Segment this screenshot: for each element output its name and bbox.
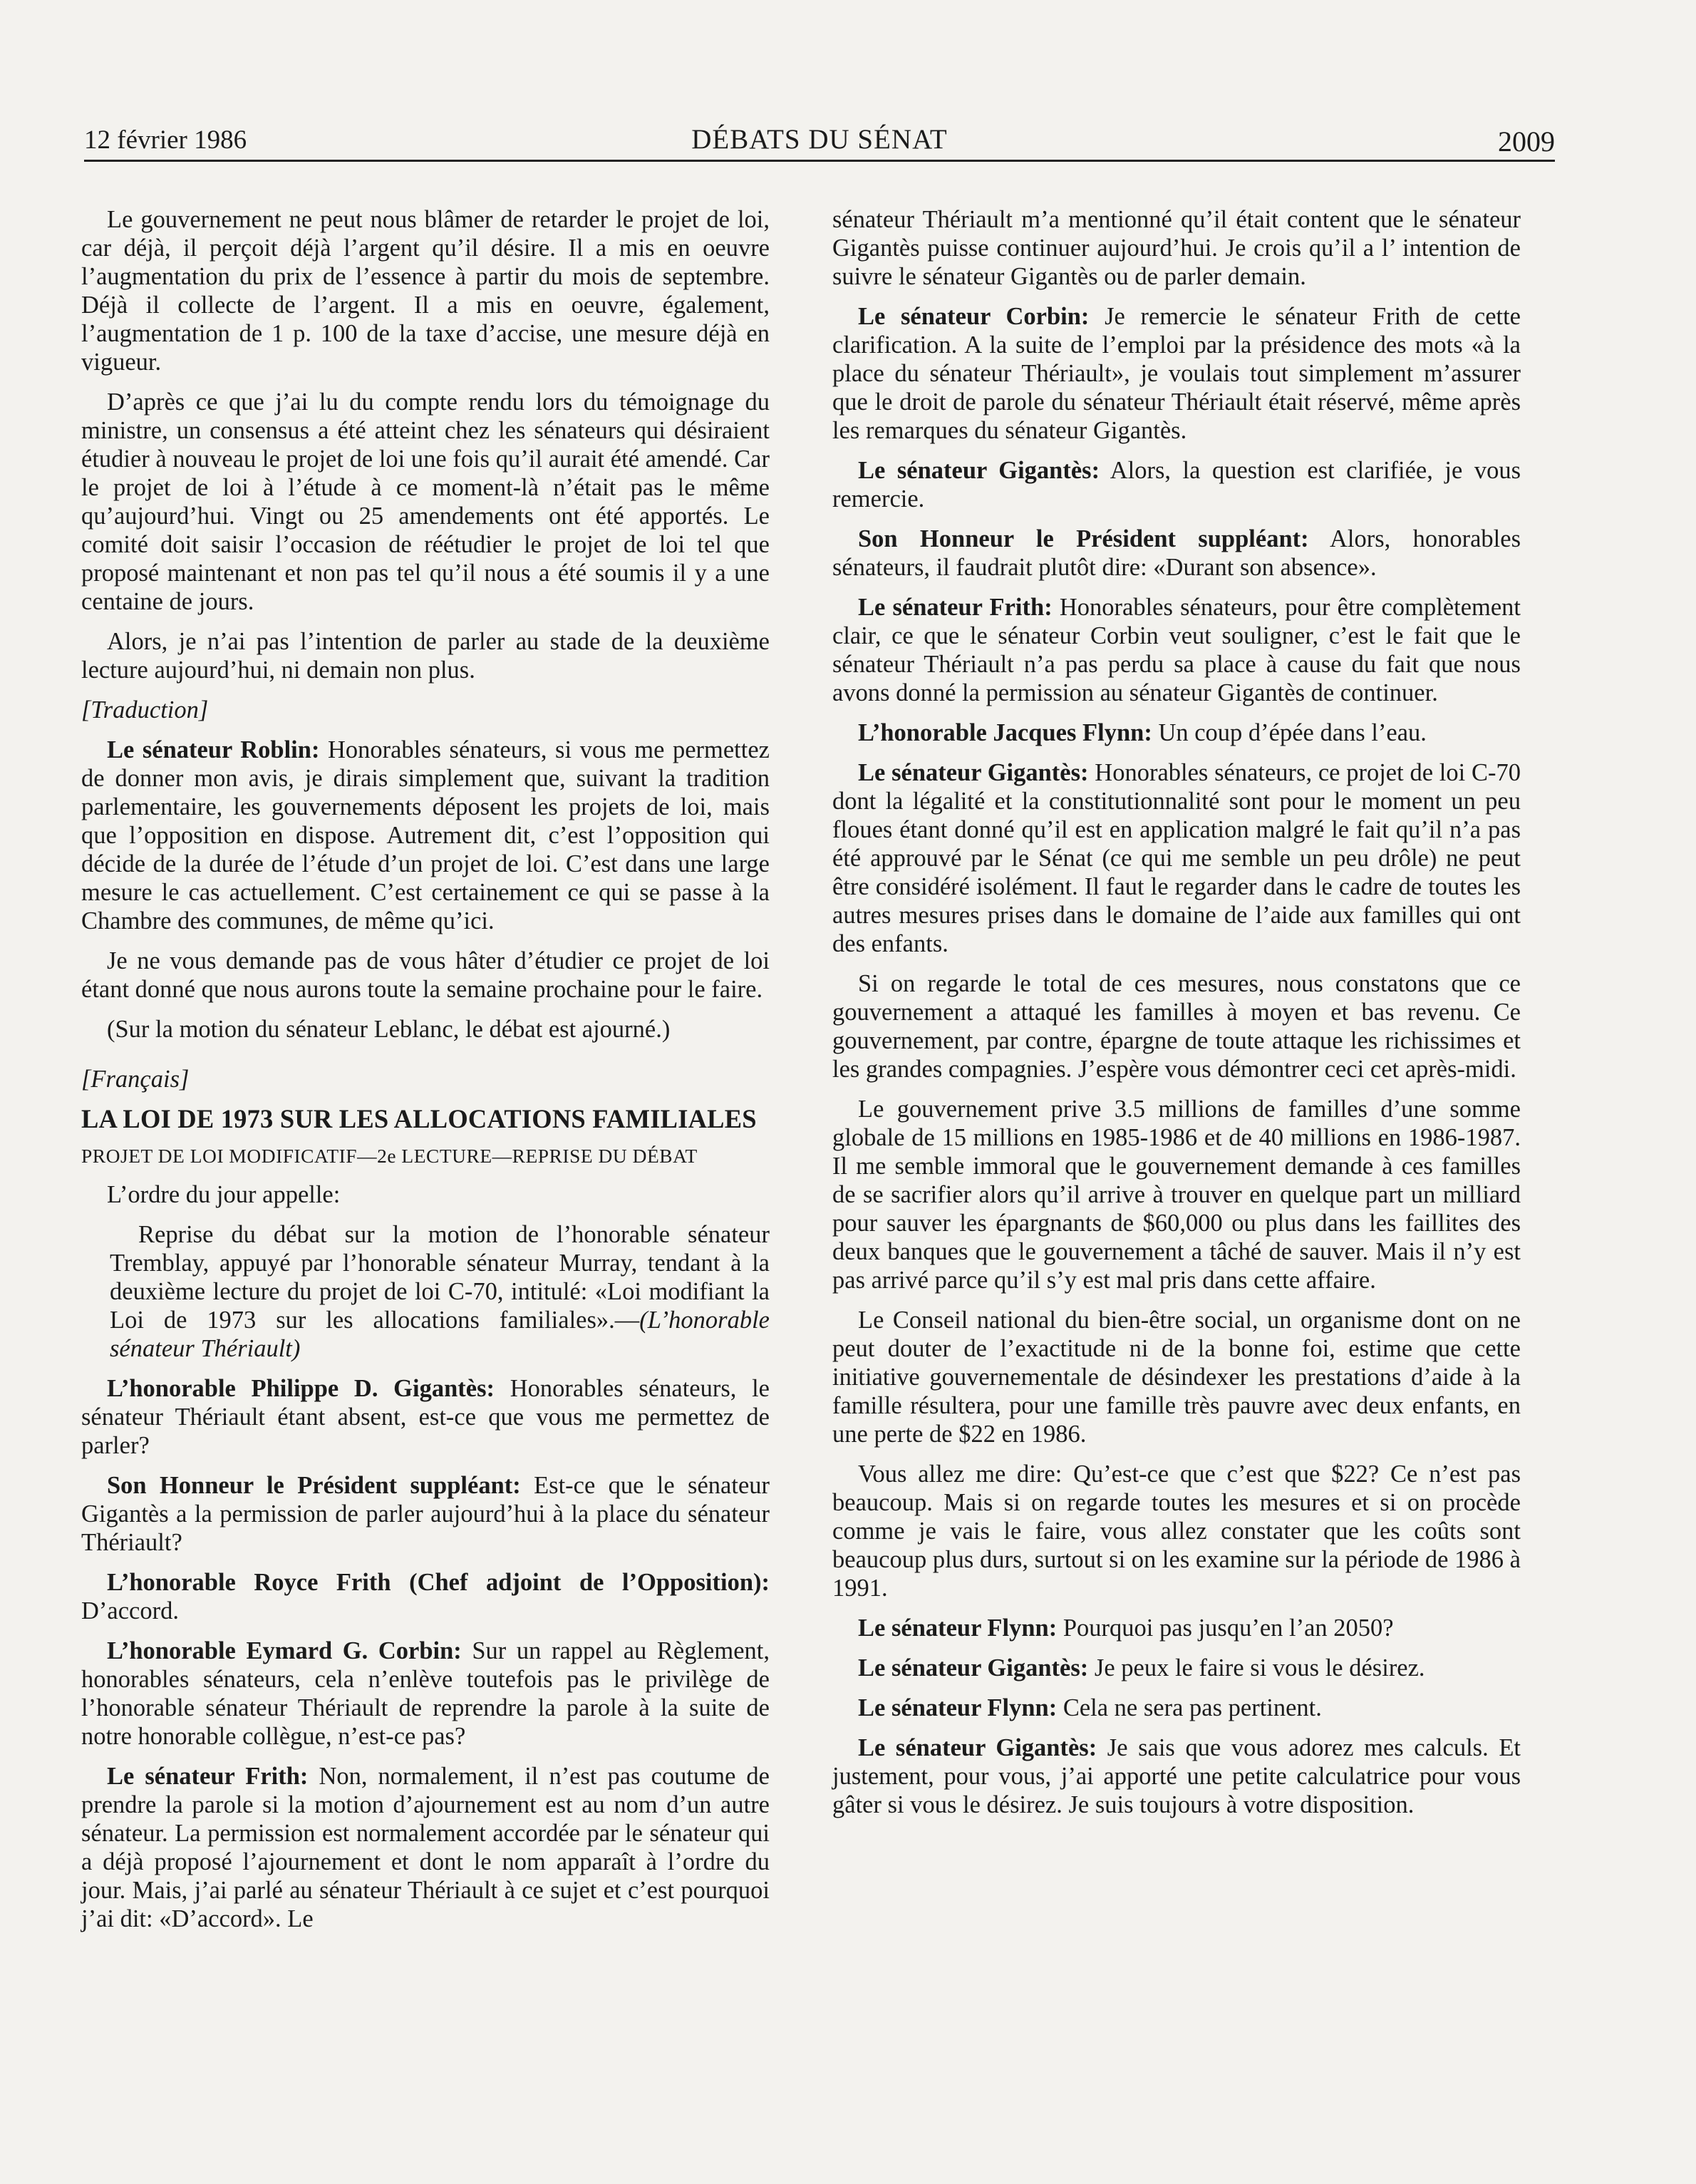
paragraph [81, 1568, 770, 1625]
speaker-name: Le sénateur Flynn: [858, 1614, 1058, 1642]
paragraph [832, 302, 1521, 445]
speaker-name: Le sénateur Flynn: [858, 1694, 1058, 1721]
paragraph: sénateur Thériault m’a mentionné qu’il était content que le sénateur Gigantès puisse continuer aujourd’hui. Je crois qu’il a l’ intention de suivre le sénateur Gigantès ou de parler demain. [832, 206, 1521, 290]
paragraph [832, 456, 1521, 513]
speech-text: Je remercie le sénateur Frith de cette clarification. A la suite de l’emploi par la présidence des mots «à la place du sénateur Thériault», je voulais tout simplement m’assurer que le droit de parole du sénateur Thériault était réservé, même après les remarques du sénateur Gigantès. [832, 303, 1521, 444]
section-heading: LA LOI DE 1973 SUR LES ALLOCATIONS FAMILIALES [81, 1104, 757, 1133]
speaker-name: Le sénateur Roblin: [107, 736, 320, 763]
speech-text: Je peux le faire si vous le désirez. [1088, 1654, 1425, 1681]
paragraph [832, 593, 1521, 707]
speech-text: Je sais que vous adorez mes calculs. Et justement, pour vous, j’ai apporté une petite calculatrice pour vous gâter si vous le désirez. Je suis toujours à votre disposition. [832, 1734, 1521, 1818]
speaker-name: Le sénateur Gigantès: [858, 1734, 1097, 1761]
speaker-name: L’honorable Royce Frith (Chef adjoint de l’Opposition): [107, 1569, 770, 1596]
order-italic: (L’honorable sénateur Thériault) [110, 1307, 770, 1362]
speech-text: Non, normalement, il n’est pas coutume de prendre la parole si la motion d’ajournement est au nom d’un autre sénateur. La permission est normalement accordée par le sénateur qui a déjà proposé l’ajournement et dont le nom apparaît à l’ordre du jour. Mais, j’ai parlé au sénateur Thériault à ce sujet et c’est pourquoi j’ai dit: «D’accord». Le [81, 1763, 770, 1932]
speech-text: Alors, honorables sénateurs, il faudrait plutôt dire: «Durant son absence». [832, 525, 1521, 581]
speech-text: Un coup d’épée dans l’eau. [1152, 719, 1427, 746]
speaker-name: Le sénateur Gigantès: [858, 1654, 1089, 1681]
speech-text: D’accord. [81, 1597, 179, 1624]
paragraph: Le Conseil national du bien-être social, un organisme dont on ne peut douter de l’exactitude ni de la bonne foi, estime que cette initiative gouvernementale de désindexer les prestations d’aide à la famille résultera, pour une famille très pauvre avec deux enfants, en une perte de $22 en 1986. [832, 1307, 1521, 1448]
paragraph: L’ordre du jour appelle: [107, 1181, 341, 1208]
speech-text: Pourquoi pas jusqu’en l’an 2050? [1057, 1614, 1394, 1642]
paragraph [832, 718, 1521, 747]
speaker-name: Le sénateur Corbin: [858, 303, 1090, 330]
paragraph: Le gouvernement prive 3.5 millions de familles d’une somme globale de 15 millions en 1985-1986 et de 40 millions en 1986-1987. Il me semble immoral que le gouvernement demande à ces familles de se sacrifier alors qu’il arrive à trouver en quelque part un milliard pour sauver les épargnants de $60,000 ou plus dans les faillites des deux banques que le gouvernement a tâché de sauver. Mais il n’y est pas arrivé parce qu’il s’y est mal pris dans cette affaire. [832, 1096, 1521, 1294]
speaker-name: Le sénateur Frith: [858, 594, 1053, 621]
speech-text: Honorables sénateurs, le sénateur Thériault étant absent, est-ce que vous me permettez de parler? [81, 1375, 770, 1459]
speaker-name: L’honorable Jacques Flynn: [858, 719, 1152, 746]
paragraph [832, 1654, 1521, 1682]
speech-text: Cela ne sera pas pertinent. [1057, 1694, 1322, 1721]
paragraph [81, 736, 770, 935]
paragraph [832, 1614, 1521, 1642]
paragraph: Alors, je n’ai pas l’intention de parler au stade de la deuxième lecture aujourd’hui, ni demain non plus. [81, 628, 770, 684]
paragraph [81, 1374, 770, 1460]
speaker-name: Son Honneur le Président suppléant: [858, 525, 1309, 552]
page-header [84, 123, 1555, 162]
paragraph [832, 758, 1521, 958]
paragraph [81, 1637, 770, 1751]
right-column [832, 205, 1521, 1830]
header-date: 12 février 1986 [84, 125, 247, 155]
speech-text: Honorables sénateurs, ce projet de loi C-70 dont la légalité et la constitutionnalité sont pour le moment un peu floues étant donné qu’il est en application malgré le fait qu’il n’a pas été approuvé par le Sénat (ce qui me semble un peu drôle) ne peut être considéré isolément. Il faut le regarder dans le cadre de toutes les autres mesures prises dans le domaine de l’aide aux familles qui ont des enfants. [832, 759, 1521, 957]
order-text: Reprise du débat sur la motion de l’honorable sénateur Tremblay, appuyé par l’honorable sénateur Murray, tendant à la deuxième lecture du projet de loi C-70, intitulé: «Loi modifiant la Loi de 1973 sur les allocations familiales».— [110, 1221, 770, 1334]
speaker-name: Le sénateur Gigantès: [858, 759, 1089, 786]
speaker-name: L’honorable Philippe D. Gigantès: [107, 1375, 495, 1402]
paragraph: Je ne vous demande pas de vous hâter d’étudier ce projet de loi étant donné que nous aurons toute la semaine prochaine pour le faire. [81, 947, 770, 1003]
language-marker: [Français] [81, 1066, 190, 1093]
section-subheading: PROJET DE LOI MODIFICATIF—2e LECTURE—REPRISE DU DÉBAT [81, 1145, 698, 1167]
speaker-name: Le sénateur Frith: [107, 1763, 309, 1790]
speaker-name: L’honorable Eymard G. Corbin: [107, 1637, 462, 1664]
speech-text: Alors, la question est clarifiée, je vous remercie. [832, 457, 1521, 512]
paragraph [81, 1471, 770, 1557]
order-of-day-text [81, 1220, 770, 1363]
left-column [81, 205, 770, 1945]
paragraph [832, 1694, 1521, 1722]
language-marker: [Traduction] [81, 696, 209, 723]
paragraph: (Sur la motion du sénateur Leblanc, le débat est ajourné.) [107, 1016, 671, 1043]
speech-text: Est-ce que le sénateur Gigantès a la permission de parler aujourd’hui à la place du sénateur Thériault? [81, 1472, 770, 1556]
paragraph: Vous allez me dire: Qu’est-ce que c’est que $22? Ce n’est pas beaucoup. Mais si on regarde toutes les mesures et si on procède comme je vais le faire, vous allez constater que les coûts sont beaucoup plus durs, surtout si on les examine sur la période de 1986 à 1991. [832, 1461, 1521, 1602]
speech-text: Honorables sénateurs, pour être complètement clair, ce que le sénateur Corbin veut souligner, c’est le fait que le sénateur Thériault n’a pas perdu sa place à cause du fait que nous avons donné la permission au sénateur Gigantès de continuer. [832, 594, 1521, 706]
paragraph [832, 525, 1521, 582]
speaker-name: Son Honneur le Président suppléant: [107, 1472, 521, 1499]
speaker-name: Le sénateur Gigantès: [858, 457, 1100, 484]
paragraph: D’après ce que j’ai lu du compte rendu lors du témoignage du ministre, un consensus a été atteint chez les sénateurs qui désiraient étudier à nouveau le projet de loi une fois qu’il aurait été amendé. Car le projet de loi à l’étude à ce moment-là n’était pas le même qu’aujourd’hui. Vingt ou 25 amendements ont été apportés. Le comité doit saisir l’occasion de réétudier le projet de loi tel que proposé maintenant et non pas tel qu’il nous a été soumis il y a une centaine de jours. [81, 388, 770, 615]
header-title: DÉBATS DU SÉNAT [691, 124, 948, 155]
page-number: 2009 [1498, 125, 1555, 158]
speech-text: Sur un rappel au Règlement, honorables sénateurs, cela n’enlève toutefois pas le privilège de l’honorable sénateur Thériault de reprendre la parole à la suite de notre honorable collègue, n’est-ce pas? [81, 1637, 770, 1750]
paragraph: Si on regarde le total de ces mesures, nous constatons que ce gouvernement a attaqué les familles à moyen et bas revenu. Ce gouvernement, par contre, épargne de toute attaque les richissimes et les grandes compagnies. J’espère vous démontrer ceci cet après-midi. [832, 970, 1521, 1083]
speech-text: Honorables sénateurs, si vous me permettez de donner mon avis, je dirais simplement que, suivant la tradition parlementaire, les gouvernements déposent les projets de loi, mais que l’opposition en dispose. Autrement dit, c’est l’opposition qui décide de la durée de l’étude d’un projet de loi. C’est dans une large mesure le cas actuellement. C’est certainement ce qui se passe à la Chambre des communes, de même qu’ici. [81, 736, 770, 934]
paragraph: Le gouvernement ne peut nous blâmer de retarder le projet de loi, car déjà, il perçoit déjà l’argent qu’il désire. Il a mis en oeuvre l’augmentation du prix de l’essence à partir du mois de septembre. Déjà il collecte de l’argent. Il a mis en oeuvre, également, l’augmentation de 1 p. 100 de la taxe d’accise, une mesure déjà en vigueur. [81, 206, 770, 376]
paragraph [81, 1762, 770, 1933]
paragraph [832, 1734, 1521, 1819]
